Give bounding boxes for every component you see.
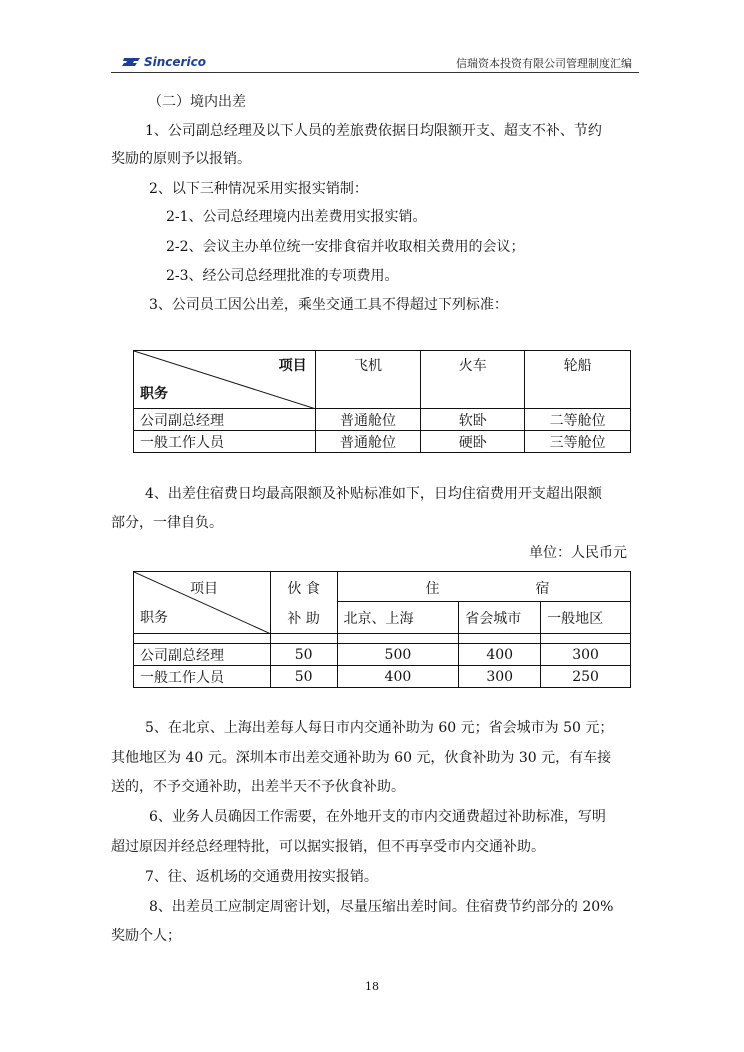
company-logo	[122, 53, 206, 71]
paragraph-1-line-2: 奖励的原则予以报销。	[111, 151, 251, 167]
diagonal-header-cell	[134, 351, 316, 409]
header-divider	[111, 72, 639, 73]
cell-value: 400	[459, 644, 541, 666]
document-header-title: 信瑞资本投资有限公司管理制度汇编	[456, 57, 632, 70]
section-title: （二）境内出差	[148, 94, 246, 110]
row-position: 公司副总经理	[134, 409, 316, 431]
cell-value: 300	[459, 666, 541, 688]
paragraph-1-line-1: 1、公司副总经理及以下人员的差旅费依据日均限额开支、超支不补、节约	[145, 123, 602, 139]
header-position-label: 职务	[140, 386, 168, 402]
meal-header-line-1: 伙 食	[287, 580, 320, 597]
meal-value: 50	[270, 666, 337, 688]
meal-value: 50	[270, 644, 337, 666]
paragraph-7: 7、往、返机场的交通费用按实报销。	[145, 869, 378, 885]
cell-value: 500	[337, 644, 459, 666]
lodging-char-1: 住	[425, 581, 440, 597]
table-row	[134, 409, 631, 431]
paragraph-5-line-1: 5、在北京、上海出差每人每日市内交通补助为 60 元；省会城市为 50 元；	[145, 720, 614, 736]
lodging-char-2: 宿	[535, 581, 550, 597]
diagonal-header-cell	[134, 572, 271, 634]
meal-allowance-header	[270, 572, 337, 634]
column-header-ship: 轮船	[525, 351, 631, 409]
paragraph-4-line-1: 4、出差住宿费日均最高限额及补贴标准如下，日均住宿费用开支超出限额	[145, 486, 602, 502]
paragraph-4-line-2: 部分，一律自负。	[111, 515, 223, 531]
cell-value: 400	[337, 666, 459, 688]
cell-value: 软卧	[421, 409, 525, 431]
column-header-beijing-shanghai: 北京、上海	[337, 602, 459, 634]
cell-value: 二等舱位	[525, 409, 631, 431]
cell-value: 三等舱位	[525, 431, 631, 453]
paragraph-3: 3、公司员工因公出差，乘坐交通工具不得超过下列标准：	[149, 297, 508, 313]
header-item-label: 项目	[190, 581, 218, 597]
paragraph-8-line-2: 奖励个人；	[111, 928, 181, 944]
lodging-header	[337, 572, 630, 602]
paragraph-2-2: 2-2、会议主办单位统一安排食宿并收取相关费用的会议；	[166, 239, 525, 255]
column-header-plane: 飞机	[315, 351, 421, 409]
table-row	[134, 666, 631, 688]
column-header-general-area: 一般地区	[541, 602, 631, 634]
page-number: 18	[365, 980, 379, 993]
lodging-allowance-table	[133, 571, 631, 688]
paragraph-5-line-2: 其他地区为 40 元。深圳本市出差交通补助为 60 元，伙食补助为 30 元，有车接	[111, 750, 612, 766]
header-position-label: 职务	[140, 610, 168, 626]
paragraph-2-1: 2-1、公司总经理境内出差费用实报实销。	[166, 209, 427, 225]
paragraph-2: 2、以下三种情况采用实报实销制：	[149, 181, 368, 197]
paragraph-6-line-1: 6、业务人员确因工作需要，在外地开支的市内交通费超过补助标准，写明	[149, 809, 606, 825]
cell-value: 普通舱位	[315, 431, 421, 453]
paragraph-6-line-2: 超过原因并经总经理特批，可以据实报销，但不再享受市内交通补助。	[111, 839, 545, 855]
logo-mark-icon	[122, 56, 142, 68]
row-position: 公司副总经理	[134, 644, 271, 666]
logo-text: Sincerico	[144, 55, 206, 69]
column-header-provincial-capital: 省会城市	[459, 602, 541, 634]
paragraph-8-line-1: 8、出差员工应制定周密计划，尽量压缩出差时间。住宿费节约部分的 20%	[149, 899, 614, 915]
cell-value: 普通舱位	[315, 409, 421, 431]
paragraph-2-3: 2-3、经公司总经理批准的专项费用。	[166, 268, 399, 284]
cell-value: 300	[541, 644, 631, 666]
table-row	[134, 644, 631, 666]
row-position: 一般工作人员	[134, 666, 271, 688]
header-item-label: 项目	[278, 358, 307, 374]
meal-header-line-2: 补 助	[287, 610, 320, 627]
unit-note: 单位：人民币元	[529, 545, 627, 561]
cell-value: 硬卧	[421, 431, 525, 453]
column-header-train: 火车	[421, 351, 525, 409]
transport-standard-table	[133, 350, 631, 453]
paragraph-5-line-3: 送的，不予交通补助，出差半天不予伙食补助。	[111, 779, 405, 795]
table-row	[134, 431, 631, 453]
cell-value: 250	[541, 666, 631, 688]
row-position: 一般工作人员	[134, 431, 316, 453]
